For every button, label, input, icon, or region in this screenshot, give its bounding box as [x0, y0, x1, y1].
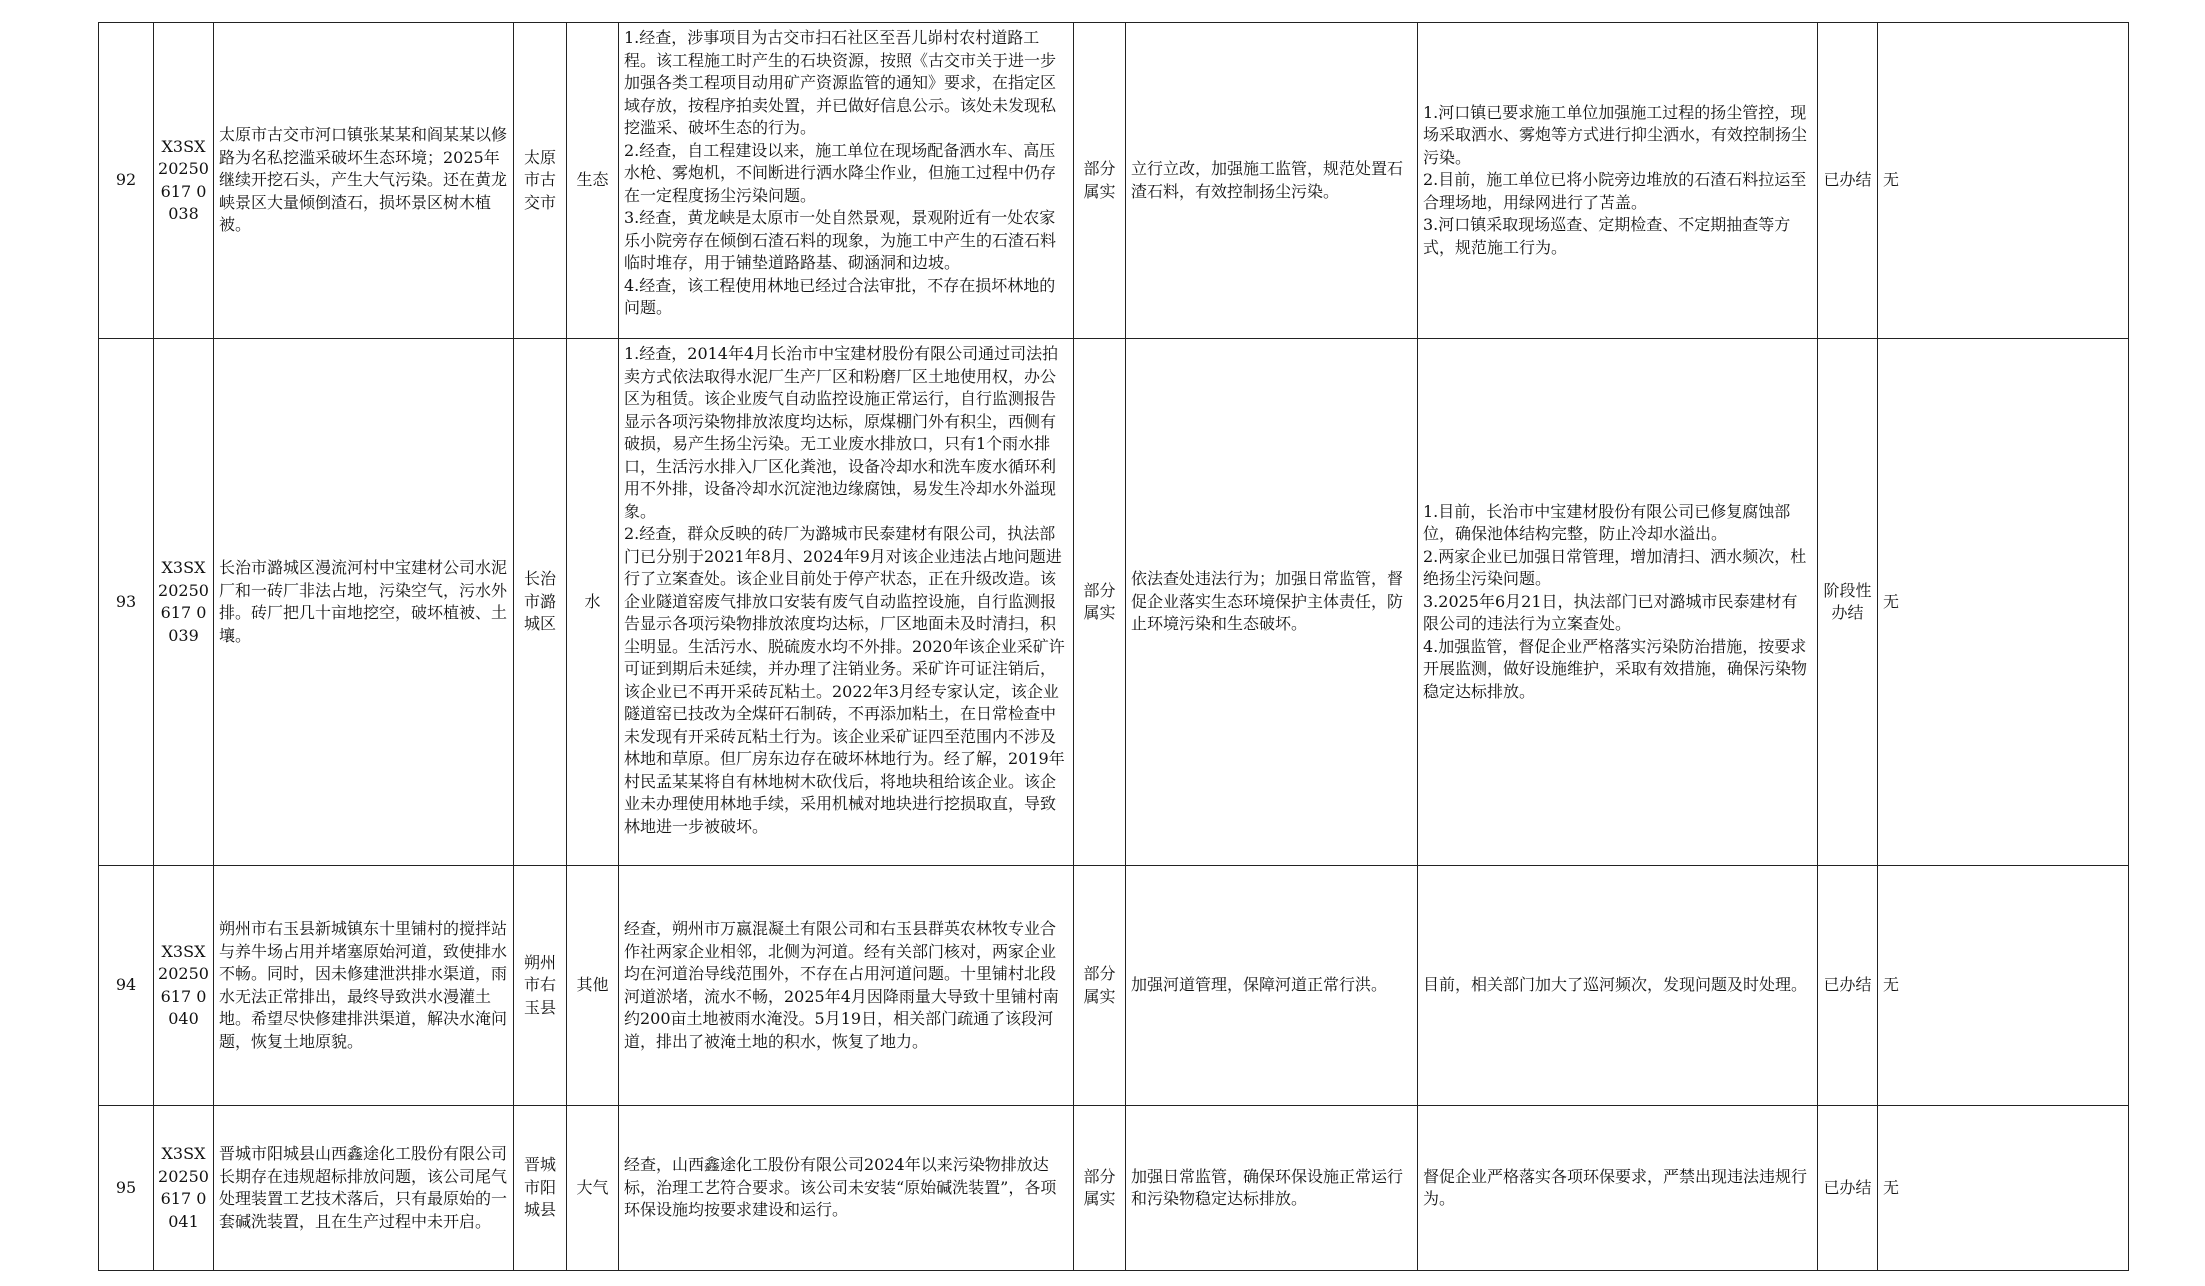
row-number: 92 [99, 23, 154, 339]
investigation-findings: 经查，山西鑫途化工股份有限公司2024年以来污染物排放达标，治理工艺符合要求。该公司未安装“原始碱洗装置”，各项环保设施均按要求建设和运行。 [619, 1106, 1074, 1271]
table-row [99, 1106, 2129, 1271]
investigation-findings: 经查，朔州市万嬴混凝土有限公司和右玉县群英农林牧专业合作社两家企业相邻，北侧为河道。经有关部门核对，两家企业均在河道治导线范围外，不存在占用河道问题。十里铺村北段河道淤堵，流水不畅，2025年4月因降雨量大导致十里铺村南约200亩土地被雨水淹没。5月19日，相关部门疏通了该段河道，排出了被淹土地的积水，恢复了地力。 [619, 866, 1074, 1106]
case-code: X3SX20250617 0040 [154, 866, 214, 1106]
accountability: 无 [1878, 339, 2129, 866]
table-row [99, 23, 2129, 339]
verdict: 部分属实 [1074, 339, 1126, 866]
table-row [99, 339, 2129, 866]
category: 生态 [567, 23, 619, 339]
handling-opinion: 加强河道管理，保障河道正常行洪。 [1126, 866, 1418, 1106]
verdict: 部分属实 [1074, 23, 1126, 339]
category: 其他 [567, 866, 619, 1106]
verdict: 部分属实 [1074, 866, 1126, 1106]
rectification-status: 1.河口镇已要求施工单位加强施工过程的扬尘管控，现场采取洒水、雾炮等方式进行抑尘洒水，有效控制扬尘污染。 2.目前，施工单位已将小院旁边堆放的石渣石料拉运至合理场地，用绿网进行了苫盖。 3.河口镇采取现场巡查、定期检查、不定期抽查等方式，规范施工行为。 [1418, 23, 1818, 339]
accountability: 无 [1878, 23, 2129, 339]
investigation-findings: 1.经查，2014年4月长治市中宝建材股份有限公司通过司法拍卖方式依法取得水泥厂生产厂区和粉磨厂区土地使用权，办公区为租赁。该企业废气自动监控设施正常运行，自行监测报告显示各项污染物排放浓度均达标，原煤棚门外有积尘，西侧有破损，易产生扬尘污染。无工业废水排放口，只有1个雨水排口，生活污水排入厂区化粪池，设备冷却水和洗车废水循环利用不外排，设备冷却水沉淀池边缘腐蚀，易发生冷却水外溢现象。 2.经查，群众反映的砖厂为潞城市民泰建材有限公司，执法部门已分别于2021年8月、2024年9月对该企业违法占地问题进行了立案查处。该企业目前处于停产状态，正在升级改造。该企业隧道窑废气排放口安装有废气自动监控设施，自行监测报告显示各项污染物排放浓度均达标，厂区地面未及时清扫，积尘明显。生活污水、脱硫废水均不外排。2020年该企业采矿许可证到期后未延续，并办理了注销业务。采矿许可证注销后，该企业已不再开采砖瓦粘土。2022年3月经专家认定，该企业隧道窑已技改为全煤矸石制砖，不再添加粘土，在日常检查中未发现有开采砖瓦粘土行为。该企业采矿证四至范围内不涉及林地和草原。但厂房东边存在破坏林地行为。经了解，2019年村民孟某某将自有林地树木砍伐后，将地块租给该企业。该企业未办理使用林地手续，采用机械对地块进行挖损取直，导致林地进一步被破坏。 [619, 339, 1074, 866]
handling-opinion: 依法查处违法行为；加强日常监管，督促企业落实生态环境保护主体责任，防止环境污染和生态破坏。 [1126, 339, 1418, 866]
table-row [99, 866, 2129, 1106]
row-number: 93 [99, 339, 154, 866]
complaint-text: 长治市潞城区漫流河村中宝建材公司水泥厂和一砖厂非法占地，污染空气，污水外排。砖厂把几十亩地挖空，破坏植被、土壤。 [214, 339, 514, 866]
case-code: X3SX20250617 0041 [154, 1106, 214, 1271]
rectification-status: 1.目前，长治市中宝建材股份有限公司已修复腐蚀部位，确保池体结构完整，防止冷却水溢出。 2.两家企业已加强日常管理，增加清扫、洒水频次，杜绝扬尘污染问题。 3.2025年6月21日，执法部门已对潞城市民泰建材有限公司的违法行为立案查处。 4.加强监管，督促企业严格落实污染防治措施，按要求开展监测，做好设施维护，采取有效措施，确保污染物稳定达标排放。 [1418, 339, 1818, 866]
accountability: 无 [1878, 866, 2129, 1106]
complaint-text: 朔州市右玉县新城镇东十里铺村的搅拌站与养牛场占用并堵塞原始河道，致使排水不畅。同时，因未修建泄洪排水渠道，雨水无法正常排出，最终导致洪水漫灌土地。希望尽快修建排洪渠道，解决水淹问题，恢复土地原貌。 [214, 866, 514, 1106]
complaint-text: 太原市古交市河口镇张某某和阎某某以修路为名私挖滥采破坏生态环境；2025年继续开挖石头，产生大气污染。还在黄龙峡景区大量倾倒渣石，损坏景区树木植被。 [214, 23, 514, 339]
accountability: 无 [1878, 1106, 2129, 1271]
completion-status: 已办结 [1818, 1106, 1878, 1271]
completion-status: 已办结 [1818, 23, 1878, 339]
case-code: X3SX20250617 0039 [154, 339, 214, 866]
rectification-status: 督促企业严格落实各项环保要求，严禁出现违法违规行为。 [1418, 1106, 1818, 1271]
investigation-findings: 1.经查，涉事项目为古交市扫石社区至吾儿峁村农村道路工程。该工程施工时产生的石块资源，按照《古交市关于进一步加强各类工程项目动用矿产资源监管的通知》要求，在指定区域存放，按程序拍卖处置，并已做好信息公示。该处未发现私挖滥采、破坏生态的行为。 2.经查，自工程建设以来，施工单位在现场配备洒水车、高压水枪、雾炮机，不间断进行洒水降尘作业，但施工过程中仍存在一定程度扬尘污染问题。 3.经查，黄龙峡是太原市一处自然景观，景观附近有一处农家乐小院旁存在倾倒石渣石料的现象，为施工中产生的石渣石料临时堆存，用于铺垫道路路基、砌涵洞和边坡。 4.经查，该工程使用林地已经过合法审批，不存在损坏林地的问题。 [619, 23, 1074, 339]
case-code: X3SX20250617 0038 [154, 23, 214, 339]
complaint-text: 晋城市阳城县山西鑫途化工股份有限公司长期存在违规超标排放问题，该公司尾气处理装置工艺技术落后，只有最原始的一套碱洗装置，且在生产过程中未开启。 [214, 1106, 514, 1271]
location: 太原市古交市 [514, 23, 567, 339]
verdict: 部分属实 [1074, 1106, 1126, 1271]
completion-status: 已办结 [1818, 866, 1878, 1106]
row-number: 94 [99, 866, 154, 1106]
category: 水 [567, 339, 619, 866]
petition-table [98, 22, 2129, 1271]
completion-status: 阶段性办结 [1818, 339, 1878, 866]
location: 晋城市阳城县 [514, 1106, 567, 1271]
row-number: 95 [99, 1106, 154, 1271]
rectification-status: 目前，相关部门加大了巡河频次，发现问题及时处理。 [1418, 866, 1818, 1106]
handling-opinion: 立行立改，加强施工监管，规范处置石渣石料，有效控制扬尘污染。 [1126, 23, 1418, 339]
handling-opinion: 加强日常监管，确保环保设施正常运行和污染物稳定达标排放。 [1126, 1106, 1418, 1271]
category: 大气 [567, 1106, 619, 1271]
location: 朔州市右玉县 [514, 866, 567, 1106]
location: 长治市潞城区 [514, 339, 567, 866]
